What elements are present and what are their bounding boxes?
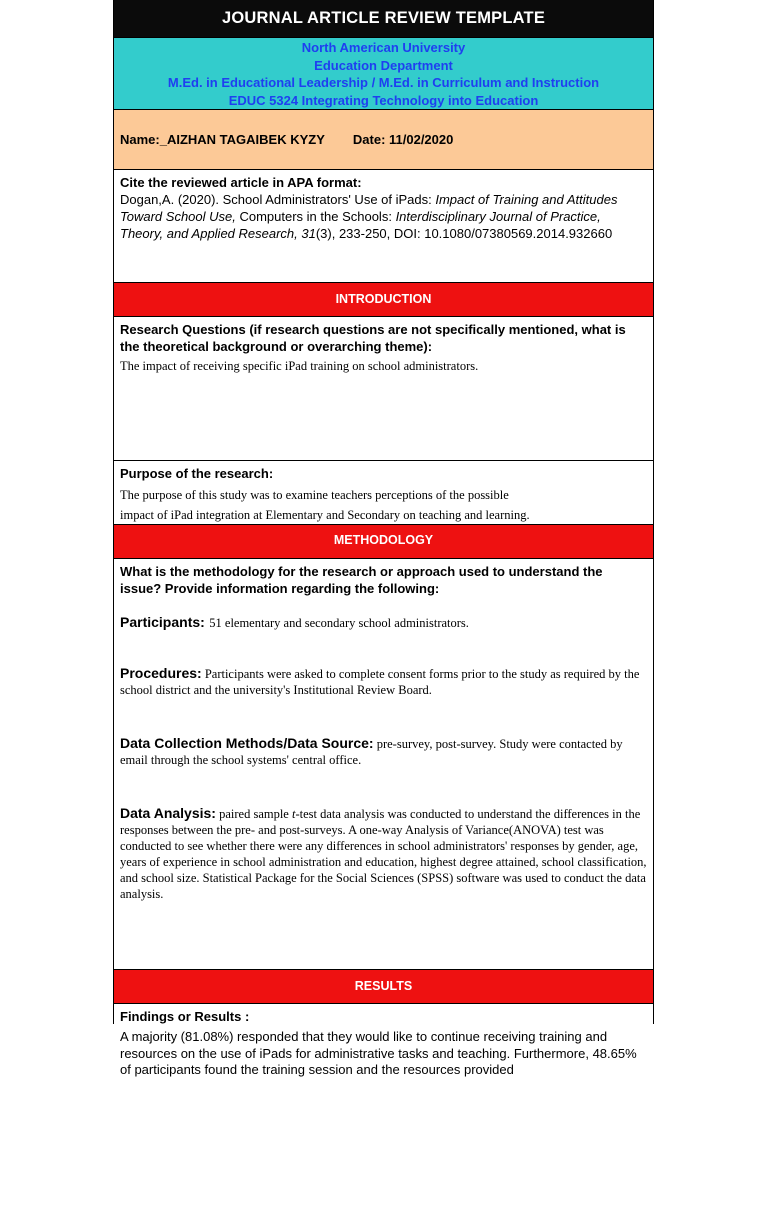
procedures-block bbox=[120, 665, 647, 698]
data-analysis-text bbox=[120, 807, 647, 901]
citation-label: Cite the reviewed article in APA format: bbox=[120, 175, 362, 190]
review-template-page bbox=[113, 0, 654, 1077]
procedures-text: Participants were asked to complete consent forms prior to the study as required by the school district and the university's Institutional Review Board. bbox=[120, 667, 640, 697]
participants-label: Participants: bbox=[120, 614, 205, 630]
participants-block bbox=[120, 614, 647, 632]
data-collection-block bbox=[120, 735, 647, 768]
data-collection-label: Data Collection Methods/Data Source: bbox=[120, 735, 374, 751]
template-title: JOURNAL ARTICLE REVIEW TEMPLATE bbox=[114, 0, 653, 38]
citation-text bbox=[120, 191, 647, 242]
citation-authors: Dogan,A. (2020). School Administrators' Use of iPads: bbox=[120, 192, 436, 207]
methodology-header: METHODOLOGY bbox=[114, 525, 653, 559]
procedures-label: Procedures: bbox=[120, 665, 202, 681]
data-collection-text: pre-survey, post-survey. Study were contacted by email through the school systems' central office. bbox=[120, 737, 623, 767]
citation-doi: (3), 233-250, DOI: 10.1080/07380569.2014.932660 bbox=[315, 226, 613, 241]
results-header: RESULTS bbox=[114, 970, 653, 1004]
methodology-question: What is the methodology for the research or approach used to understand the issue? Provide information regarding the following: bbox=[120, 564, 603, 596]
data-analysis-text-rest: -test data analysis was conducted to understand the differences in the responses between the pre- and post-surveys. A one-way Analysis of Variance(ANOVA) test was conducted to see whether there were any differences in school administrators' responses by gender, age, years of experience in school administration and education, highest degree attained, school classification, and school size. Statistical Package for the Social Sciences (SPSS) software was used to conduct the data analysis. bbox=[120, 807, 647, 901]
purpose-line-1: The purpose of this study was to examine teachers perceptions of the possible bbox=[120, 488, 509, 502]
citation-section bbox=[114, 170, 653, 283]
data-analysis-label: Data Analysis: bbox=[120, 805, 216, 821]
student-name: Name:_AIZHAN TAGAIBEK KYZY bbox=[120, 132, 325, 147]
purpose-text bbox=[120, 485, 647, 525]
data-analysis-text-start: paired sample bbox=[219, 807, 292, 821]
program-name: M.Ed. in Educational Leadership / M.Ed. in Curriculum and Instruction bbox=[167, 75, 600, 90]
data-analysis-block bbox=[120, 805, 647, 902]
research-questions-section bbox=[114, 317, 653, 461]
research-questions-label: Research Questions (if research questions are not specifically mentioned, what is the theoretical background or overarching theme): bbox=[120, 322, 626, 354]
data-analysis-t-symbol: t bbox=[291, 807, 296, 821]
research-questions-text: The impact of receiving specific iPad training on school administrators. bbox=[120, 359, 479, 373]
purpose-section bbox=[114, 461, 653, 525]
review-date: Date: 11/02/2020 bbox=[352, 132, 454, 147]
student-info-row bbox=[114, 110, 653, 170]
university-name: North American University bbox=[301, 40, 466, 55]
introduction-header: INTRODUCTION bbox=[114, 283, 653, 317]
department-name: Education Department bbox=[314, 57, 453, 73]
course-name: EDUC 5324 Integrating Technology into Education bbox=[228, 92, 539, 108]
citation-journal-prefix: Computers in the Schools: bbox=[235, 209, 396, 224]
findings-text: A majority (81.08%) responded that they would like to continue receiving training and resources on the use of iPads for administrative tasks and teaching. Furthermore, 48.65% of participants found the training session and the resources provided bbox=[120, 1029, 637, 1077]
citation-article-title: Impact of Training and Attitudes Toward School Use, bbox=[120, 192, 618, 224]
methodology-section bbox=[114, 559, 653, 970]
findings-section bbox=[114, 1004, 653, 1208]
participants-text: 51 elementary and secondary school administrators. bbox=[209, 616, 469, 630]
citation-journal-name: Interdisciplinary Journal of Practice, Theory, and Applied Research, 31 bbox=[120, 209, 601, 241]
findings-label: Findings or Results : bbox=[120, 1009, 250, 1024]
purpose-line-2: impact of iPad integration at Elementary and Secondary on teaching and learning. bbox=[120, 508, 530, 522]
university-header bbox=[114, 38, 653, 110]
purpose-label: Purpose of the research: bbox=[120, 466, 274, 481]
